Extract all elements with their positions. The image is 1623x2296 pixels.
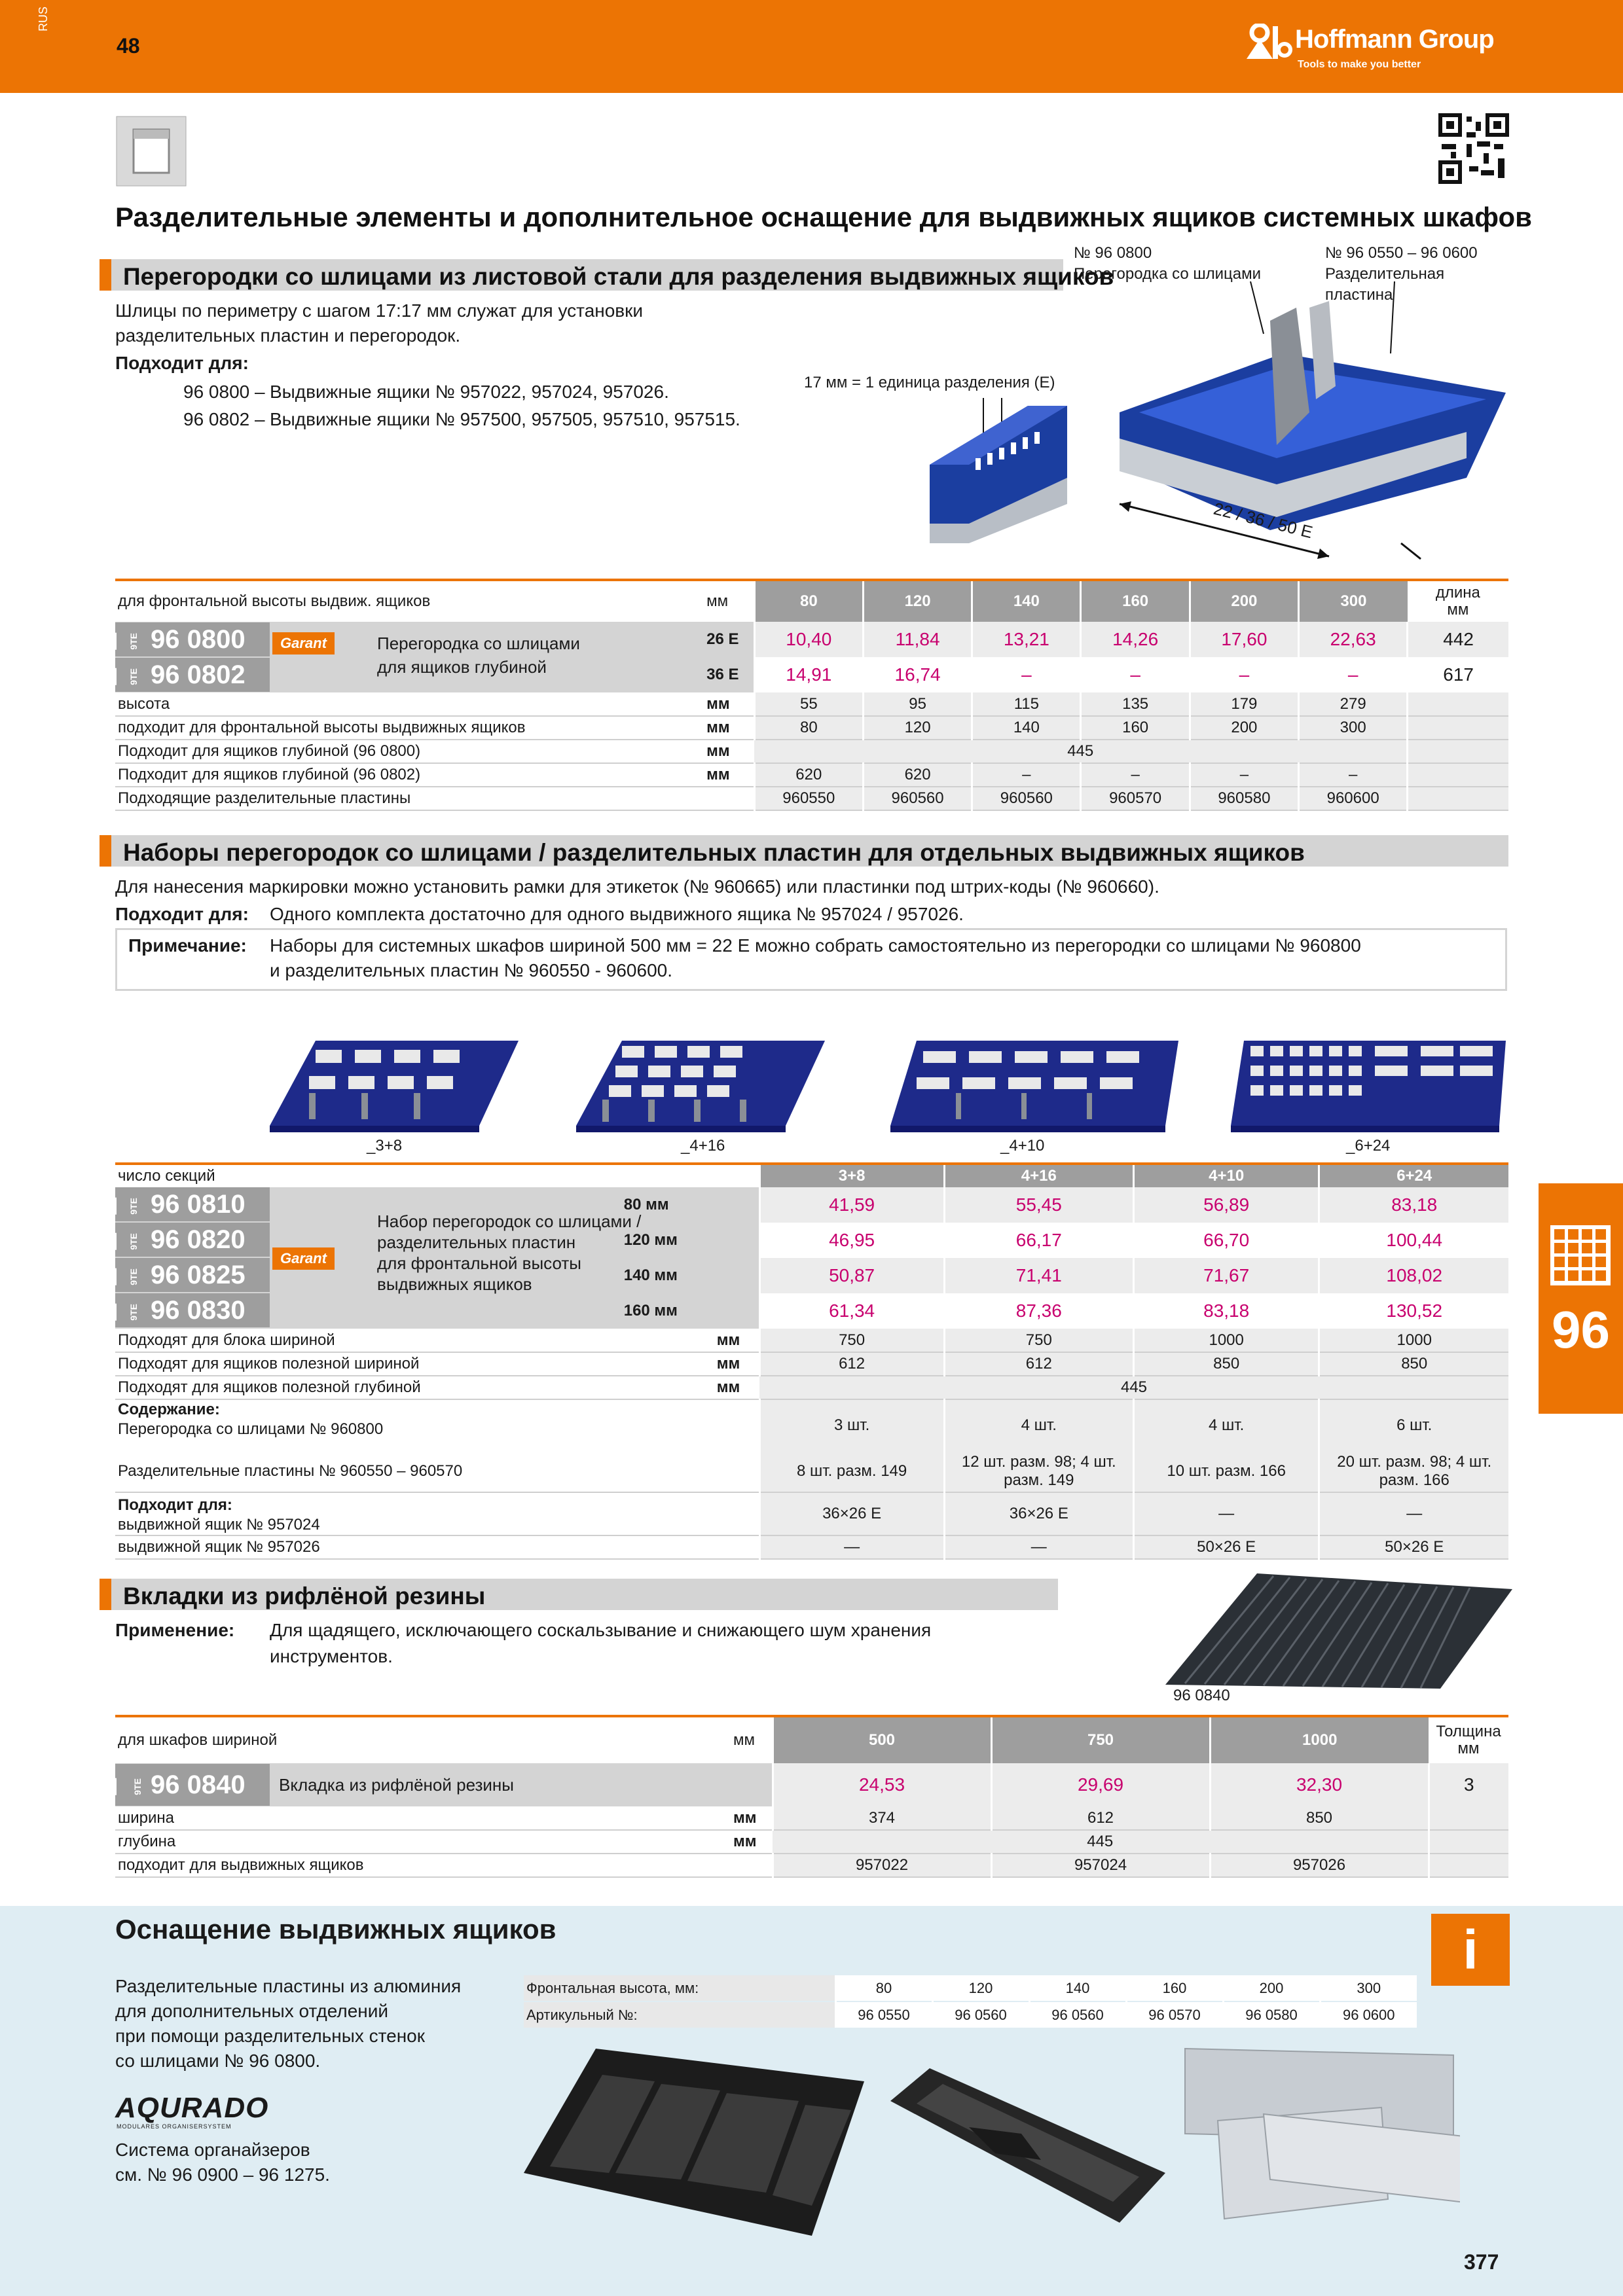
article-number[interactable]: 96 0800 xyxy=(151,625,246,654)
spec-unit: мм xyxy=(704,692,754,716)
price: – xyxy=(1299,657,1408,692)
spec-value: 750 xyxy=(759,1329,944,1352)
col-head: 4+16 xyxy=(944,1164,1133,1187)
note-label: Примечание: xyxy=(128,935,247,956)
grid-icon xyxy=(1550,1225,1611,1285)
rubber-mat-image xyxy=(1165,1573,1512,1689)
spec-unit: мм xyxy=(731,1806,773,1830)
price: 17,60 xyxy=(1190,622,1298,657)
set-label: _3+8 xyxy=(367,1137,403,1155)
price: 13,21 xyxy=(972,622,1081,657)
info-text-line: Разделительные пластины из алюминия xyxy=(115,1976,462,1996)
price: – xyxy=(1190,657,1298,692)
spec-label: подходит для выдвижных ящиков xyxy=(115,1854,691,1877)
article-number[interactable]: 96 0820 xyxy=(151,1225,246,1254)
organizer-text-1: Система органайзеров xyxy=(115,2140,310,2160)
section-heading-bar xyxy=(100,835,1508,867)
page-number-right: 377 xyxy=(1464,2250,1499,2274)
language-code: RUS xyxy=(37,6,50,31)
alu-head-label: Фронтальная высота, мм: xyxy=(524,1975,835,2001)
size-e: 36 E xyxy=(704,657,754,692)
spec-value: – xyxy=(1081,763,1190,787)
spec-value: – xyxy=(1190,763,1298,787)
slot-detail-image xyxy=(930,393,1067,545)
spec-label: глубина xyxy=(115,1830,691,1854)
price: 41,59 xyxy=(759,1187,944,1223)
fig-dim-label: 22 / 36 / 50 E xyxy=(1211,498,1315,543)
front-height: 120 мм xyxy=(621,1223,714,1258)
spec-value: 50×26 E xyxy=(1319,1535,1508,1559)
alu-article: 96 0600 xyxy=(1320,2001,1417,2028)
alu-article: 96 0550 xyxy=(835,2001,932,2028)
head-unit: мм xyxy=(733,1731,755,1749)
spec-value: — xyxy=(1133,1492,1319,1535)
s1-fit2-no: 96 0802 – xyxy=(183,409,265,429)
spec-value: — xyxy=(759,1535,944,1559)
spec-value: 445 xyxy=(773,1830,1429,1854)
table-slotted-partitions: для фронтальной высоты выдвиж. ящиков мм 80 120 140 160 200 300 длина мм 9TE 96 0800 Garant Перегородка со шлицами 26 E 10,40 11,84 13,21 14,26 17,60 22,63 442 9TE 96 0802 для ящиков глубиной 36 E 14,91 16,74 – – – – 617 высота мм 55 95 115 135 179 279 подходит для фронтальной высоты выдвижных ящиков мм 80 120 140 160 200 300 Подходит для ящиков глубиной (96 0800) мм 445 Подходит для ящиков глубиной (96 0802) мм 620 620 – – – – Подходящие разделительные пластины 960550 960560 960560 960570 960580 960600 xyxy=(115,579,1508,811)
spec-unit: мм xyxy=(714,1352,759,1376)
price: 14,91 xyxy=(754,657,863,692)
spec-unit: мм xyxy=(704,716,754,740)
spec-value: 957022 xyxy=(773,1854,991,1877)
spec-value: 960570 xyxy=(1081,787,1190,810)
s2-fits-text: Одного комплекта достаточно для одного выдвижного ящика № 957024 / 957026. xyxy=(270,904,964,924)
thickness: 3 xyxy=(1429,1763,1508,1806)
price: 56,89 xyxy=(1133,1187,1319,1223)
set-image-6-24 xyxy=(1231,1028,1506,1132)
spec-label: ширина xyxy=(115,1806,691,1830)
page-title: Разделительные элементы и дополнительное оснащение для выдвижных ящиков системных шкафов xyxy=(115,202,1532,232)
set-image-4-10 xyxy=(890,1028,1178,1132)
set-desc-line: Набор перегородок со шлицами / xyxy=(377,1211,642,1231)
chapter-number: 96 xyxy=(1552,1300,1610,1359)
spec-unit: мм xyxy=(731,1830,773,1854)
organizer-tray-image xyxy=(524,2042,864,2238)
set-desc-line: разделительных пластин xyxy=(377,1232,576,1252)
info-icon[interactable]: i xyxy=(1431,1914,1510,1986)
col-head: 500 xyxy=(773,1716,991,1763)
fig-unit-label: 17 мм = 1 единица разделения (E) xyxy=(804,374,1055,391)
spec-value: 55 xyxy=(754,692,863,716)
set-desc-line: для фронтальной высоты xyxy=(377,1253,581,1273)
spec-value: 960580 xyxy=(1190,787,1298,810)
spec-value: 960560 xyxy=(972,787,1081,810)
spec-value: 8 шт. разм. 149 xyxy=(796,1462,907,1480)
hoffmann-logo[interactable] xyxy=(1244,18,1519,77)
article-number[interactable]: 96 0825 xyxy=(151,1261,246,1289)
price: 130,52 xyxy=(1319,1293,1508,1329)
len-head-unit: мм xyxy=(1447,601,1469,619)
info-heading: Оснащение выдвижных ящиков xyxy=(115,1914,556,1945)
col-head: 4+10 xyxy=(1133,1164,1319,1187)
col-head: 140 xyxy=(972,580,1081,622)
price: 83,18 xyxy=(1133,1293,1319,1329)
col-head: 120 xyxy=(863,580,972,622)
col-head: 6+24 xyxy=(1319,1164,1508,1187)
spec-value: 960600 xyxy=(1299,787,1408,810)
set-desc-line: выдвижных ящиков xyxy=(377,1274,532,1294)
article-number[interactable]: 96 0802 xyxy=(151,660,246,689)
section-heading: Перегородки со шлицами из листовой стали для разделения выдвижных ящиков xyxy=(123,263,1114,290)
spec-value: 10 шт. разм. 166 xyxy=(1167,1462,1286,1480)
spec-value: 850 xyxy=(1133,1352,1319,1376)
spec-value: 6 шт. xyxy=(1319,1399,1508,1450)
s3-app-1: Для щадящего, исключающего соскальзывание и снижающего шум хранения xyxy=(270,1620,932,1640)
spec-value: 612 xyxy=(759,1352,944,1376)
col-head: 160 xyxy=(1081,580,1190,622)
alu-height: 300 xyxy=(1320,1975,1417,2001)
content-item: Перегородка со шлицами № 960800 xyxy=(118,1420,384,1438)
s1-fit1-no: 96 0800 – xyxy=(183,382,265,402)
price: 71,67 xyxy=(1133,1258,1319,1293)
alu-article: 96 0580 xyxy=(1223,2001,1320,2028)
spec-unit: мм xyxy=(714,1329,759,1352)
spec-value: 80 xyxy=(754,716,863,740)
alu-height: 160 xyxy=(1126,1975,1223,2001)
spec-value: — xyxy=(944,1535,1133,1559)
price: 71,41 xyxy=(944,1258,1133,1293)
fig-label-r3: пластина xyxy=(1325,286,1393,304)
aqurado-tagline: MODULARES ORGANISERSYSTEM xyxy=(117,2123,232,2130)
table-partition-sets: число секций 3+8 4+16 4+10 6+24 9TE 96 0810 9TE 96 0820 9TE 96 0825 9TE 96 0830 Garant Набор перегородок со шлицами / разделительных пластин для фронтальной высоты выдвижных ящиков 80 мм 41,59 55,45 56,89 83,18 120 мм 46,95 66,17 66,70 100,44 140 мм 50,87 71,41 71,67 108,02 160 мм 61,34 87,36 83,18 130,52 Подходят для блока шириной мм 750 750 1000 1000 Подходят для ящиков полезной шириной мм 612 612 850 850 Подходят для ящиков полезной глубиной мм 445 Содержание: Перегородка со шлицами № 960800 3 шт. 4 шт. 4 шт. 6 шт. Разделительные пластины № 960550 – 960570 8 шт. разм. 149 12 шт. разм. 98; 4 шт. разм. 149 10 шт. разм. 166 20 шт. разм. 98; 4 шт. разм. 166 Подходит для: выдвижной ящик № 957024 36×26 E 36×26 E — — выдвижной ящик № 957026 — — 50×26 E 50×26 E xyxy=(115,1162,1508,1560)
table-alu-plates xyxy=(524,1975,1417,2028)
spec-value: 140 xyxy=(972,716,1081,740)
spec-value: 620 xyxy=(754,763,863,787)
s3-app-2: инструментов. xyxy=(270,1646,393,1666)
col-head: 3+8 xyxy=(759,1164,944,1187)
note-text-2: и разделительных пластин № 960550 - 960600. xyxy=(270,960,673,980)
s1-fits-label: Подходит для: xyxy=(115,353,249,373)
aluminium-plates-image xyxy=(1178,2042,1460,2232)
spec-unit: мм xyxy=(704,763,754,787)
spec-value: 36×26 E xyxy=(759,1492,944,1535)
table-rubber-mats: для шкафов шириной мм 500 750 1000 Толщина мм 9TE 96 0840 Вкладка из рифлёной резины 24,53 29,69 32,30 3 ширина мм 374 612 850 глубина мм 445 подходит для выдвижных ящиков 957022 957024 957026 xyxy=(115,1715,1508,1878)
spec-value: 135 xyxy=(1081,692,1190,716)
spec-value: 957024 xyxy=(991,1854,1210,1877)
foam-insert-image xyxy=(890,2062,1165,2225)
info-text-line: при помощи разделительных стенок xyxy=(115,2026,425,2046)
section-heading-bar xyxy=(100,259,1114,291)
article-number[interactable]: 96 0840 xyxy=(151,1770,246,1799)
s1-fit2: Выдвижные ящики № 957500, 957505, 957510, 957515. xyxy=(270,409,740,429)
section-heading: Наборы перегородок со шлицами / разделительных пластин для отдельных выдвижных ящиков xyxy=(123,839,1305,866)
thick-head: Толщина xyxy=(1436,1723,1501,1740)
alu-article-label: Артикульный №: xyxy=(524,2001,835,2028)
alu-height: 140 xyxy=(1029,1975,1126,2001)
price: 108,02 xyxy=(1319,1258,1508,1293)
thick-head-unit: мм xyxy=(1457,1740,1480,1757)
spec-value: 4 шт. xyxy=(944,1399,1133,1450)
content-label: Содержание: xyxy=(118,1401,220,1418)
spec-value: 3 шт. xyxy=(759,1399,944,1450)
alu-height: 80 xyxy=(835,1975,932,2001)
spec-label: Подходят для блока шириной xyxy=(115,1329,621,1352)
s2-line1: Для нанесения маркировки можно установить рамки для этикеток (№ 960665) или пластинки под штрих-коды (№ 960660). xyxy=(115,876,1159,897)
organizer-text-2: см. № 96 0900 – 96 1275. xyxy=(115,2164,330,2185)
spec-value: 12 шт. разм. 98; 4 шт. xyxy=(961,1452,1116,1471)
price: 66,70 xyxy=(1133,1223,1319,1258)
spec-value: 279 xyxy=(1299,692,1408,716)
mat-label: 96 0840 xyxy=(1173,1687,1230,1704)
spec-value: 750 xyxy=(944,1329,1133,1352)
spec-value: 200 xyxy=(1190,716,1298,740)
fig-label-l1: № 96 0800 xyxy=(1074,244,1152,262)
price: 14,26 xyxy=(1081,622,1190,657)
spec-label: Подходит для ящиков глубиной (96 0802) xyxy=(115,763,674,787)
garant-brand-badge: Garant xyxy=(272,1247,335,1270)
price: 22,63 xyxy=(1299,622,1408,657)
head-unit: мм xyxy=(706,592,729,610)
price: 100,44 xyxy=(1319,1223,1508,1258)
set-image-3-8 xyxy=(270,1028,519,1132)
spec-value: 960550 xyxy=(754,787,863,810)
spec-value: 95 xyxy=(863,692,972,716)
spec-value: 612 xyxy=(944,1352,1133,1376)
aqurado-logo: AQURADO xyxy=(115,2092,269,2124)
chapter-tab[interactable] xyxy=(1539,1183,1623,1414)
spec-value: 620 xyxy=(863,763,972,787)
spec-label: Подходит для ящиков глубиной (96 0800) xyxy=(115,740,674,763)
price: 66,17 xyxy=(944,1223,1133,1258)
spec-value: — xyxy=(1319,1492,1508,1535)
price: 16,74 xyxy=(863,657,972,692)
hoffmann-logo-icon xyxy=(1244,24,1292,60)
price: – xyxy=(972,657,1081,692)
spec-value: – xyxy=(972,763,1081,787)
fit-label: Подходит для: xyxy=(118,1496,232,1514)
len-head: длина xyxy=(1435,584,1480,601)
spec-label: Подходят для ящиков полезной глубиной xyxy=(115,1376,621,1399)
page-number-left: 48 xyxy=(117,34,140,58)
product-desc-2: для ящиков глубиной xyxy=(377,657,547,677)
fit-item: выдвижной ящик № 957024 xyxy=(118,1516,320,1534)
info-text-line: со шлицами № 96 0800. xyxy=(115,2051,321,2071)
set-label: _4+10 xyxy=(1000,1137,1045,1155)
logo-name: Hoffmann Group xyxy=(1295,25,1494,54)
col-head: 750 xyxy=(991,1716,1210,1763)
article-number[interactable]: 96 0810 xyxy=(151,1190,246,1219)
price: 83,18 xyxy=(1319,1187,1508,1223)
info-text-line: для дополнительных отделений xyxy=(115,2001,389,2021)
qr-code-icon[interactable] xyxy=(1438,113,1510,185)
front-height: 80 мм xyxy=(621,1187,714,1223)
spec-unit: мм xyxy=(704,740,754,763)
spec-value: 612 xyxy=(991,1806,1210,1830)
spec-label: высота xyxy=(115,692,674,716)
s1-desc-2: разделительных пластин и перегородок. xyxy=(115,325,461,346)
spec-value: 36×26 E xyxy=(944,1492,1133,1535)
s1-fit1: Выдвижные ящики № 957022, 957024, 957026. xyxy=(270,382,669,402)
drawer-cabinet-icon xyxy=(115,115,187,187)
section-heading-bar xyxy=(100,1579,1058,1610)
front-height: 160 мм xyxy=(621,1293,714,1329)
spec-unit: мм xyxy=(714,1376,759,1399)
spec-value: 20 шт. разм. 98; 4 шт. xyxy=(1337,1452,1492,1471)
spec-value: 120 xyxy=(863,716,972,740)
s3-app-label: Применение: xyxy=(115,1620,235,1640)
alu-article: 96 0560 xyxy=(932,2001,1029,2028)
article-number[interactable]: 96 0830 xyxy=(151,1296,246,1325)
head-label: число секций xyxy=(118,1167,215,1185)
col-head: 1000 xyxy=(1210,1716,1429,1763)
alu-height: 200 xyxy=(1223,1975,1320,2001)
spec-label: подходит для фронтальной высоты выдвижных ящиков xyxy=(115,716,674,740)
price: 61,34 xyxy=(759,1293,944,1329)
product-desc: Вкладка из рифлёной резины xyxy=(279,1775,514,1795)
note-text-1: Наборы для системных шкафов шириной 500 мм = 22 E можно собрать самостоятельно из перегородки со шлицами № 960800 xyxy=(270,935,1361,956)
fig-label-l2: Перегородка со шлицами xyxy=(1074,265,1262,283)
spec-value: – xyxy=(1299,763,1408,787)
spec-value: 1000 xyxy=(1319,1329,1508,1352)
set-label: _6+24 xyxy=(1346,1137,1391,1155)
length: 442 xyxy=(1408,622,1508,657)
head-label: для шкафов шириной xyxy=(118,1731,278,1749)
price: – xyxy=(1081,657,1190,692)
spec-value: 160 xyxy=(1081,716,1190,740)
product-desc-1: Перегородка со шлицами xyxy=(377,634,580,653)
head-label: для фронтальной высоты выдвиж. ящиков xyxy=(118,592,431,610)
spec-label: Подходящие разделительные пластины xyxy=(115,787,674,810)
set-label: _4+16 xyxy=(681,1137,725,1155)
spec-value: 115 xyxy=(972,692,1081,716)
length: 617 xyxy=(1408,657,1508,692)
price: 32,30 xyxy=(1210,1763,1429,1806)
price: 29,69 xyxy=(991,1763,1210,1806)
spec-value: 374 xyxy=(773,1806,991,1830)
spec-value: 960560 xyxy=(863,787,972,810)
spec-value: 445 xyxy=(759,1376,1508,1399)
content-item: Разделительные пластины № 960550 – 960570 xyxy=(115,1450,621,1492)
s1-desc-1: Шлицы по периметру с шагом 17:17 мм служат для установки xyxy=(115,300,644,321)
spec-label: Подходят для ящиков полезной шириной xyxy=(115,1352,621,1376)
front-height: 140 мм xyxy=(621,1258,714,1293)
col-head: 300 xyxy=(1299,580,1408,622)
spec-value: 850 xyxy=(1319,1352,1508,1376)
spec-value: 445 xyxy=(754,740,1408,763)
price: 50,87 xyxy=(759,1258,944,1293)
fig-label-r2: Разделительная xyxy=(1325,265,1445,283)
logo-tagline: Tools to make you better xyxy=(1298,59,1421,70)
spec-value: 300 xyxy=(1299,716,1408,740)
s2-fits-label: Подходит для: xyxy=(115,904,249,924)
garant-brand-badge: Garant xyxy=(272,632,335,655)
fig-label-r1: № 96 0550 – 96 0600 xyxy=(1325,244,1478,262)
spec-value: 4 шт. xyxy=(1133,1399,1319,1450)
spec-value: 850 xyxy=(1210,1806,1429,1830)
price: 46,95 xyxy=(759,1223,944,1258)
alu-article: 96 0560 xyxy=(1029,2001,1126,2028)
price: 55,45 xyxy=(944,1187,1133,1223)
alu-article: 96 0570 xyxy=(1126,2001,1223,2028)
price: 24,53 xyxy=(773,1763,991,1806)
spec-value: 50×26 E xyxy=(1133,1535,1319,1559)
alu-height: 120 xyxy=(932,1975,1029,2001)
section-heading: Вкладки из рифлёной резины xyxy=(123,1583,486,1609)
col-head: 80 xyxy=(754,580,863,622)
spec-value: 179 xyxy=(1190,692,1298,716)
size-e: 26 E xyxy=(704,622,754,657)
spec-value: 1000 xyxy=(1133,1329,1319,1352)
spec-value: разм. 166 xyxy=(1379,1471,1450,1489)
spec-value: 957026 xyxy=(1210,1854,1429,1877)
set-image-4-16 xyxy=(576,1028,825,1132)
page-header xyxy=(0,0,1623,93)
spec-value: разм. 149 xyxy=(1004,1471,1074,1489)
price: 10,40 xyxy=(754,622,863,657)
price: 11,84 xyxy=(863,622,972,657)
col-head: 200 xyxy=(1190,580,1298,622)
fit-item: выдвижной ящик № 957026 xyxy=(115,1535,621,1559)
price: 87,36 xyxy=(944,1293,1133,1329)
